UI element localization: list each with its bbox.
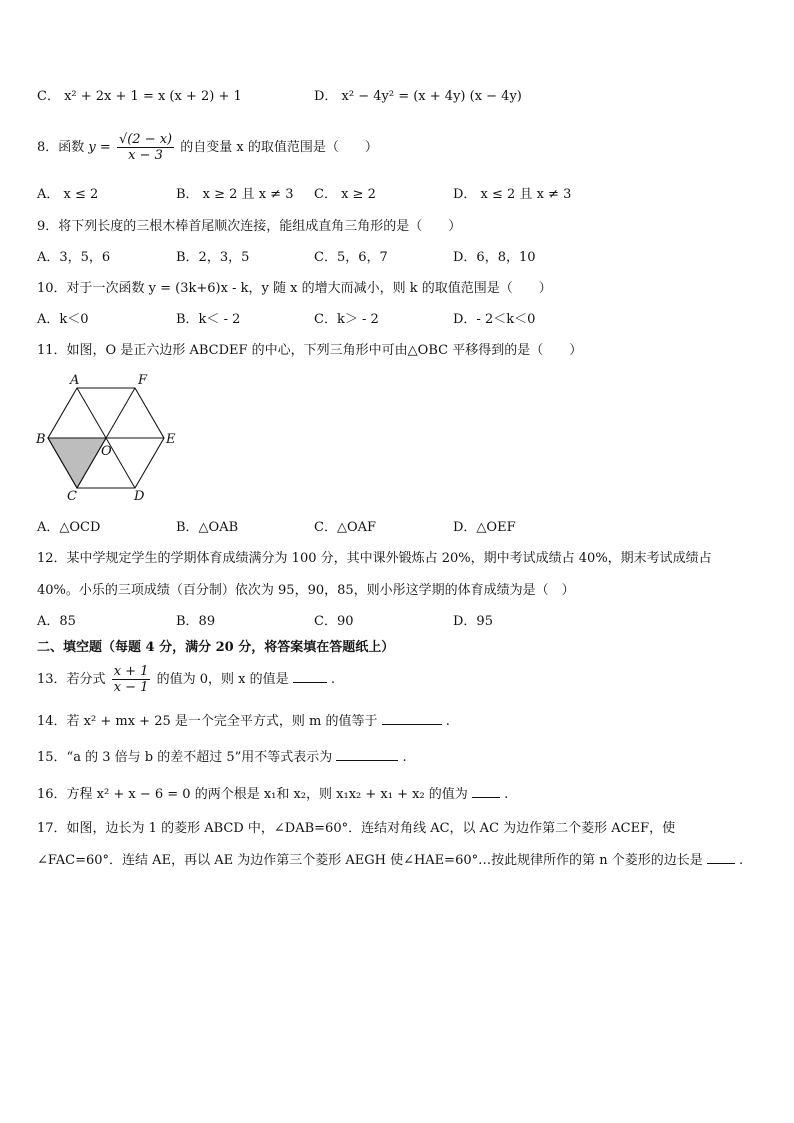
q17-answer-blank[interactable]: [707, 851, 735, 864]
q12-option-c: C．90: [314, 614, 354, 629]
q16-end: .: [504, 787, 509, 802]
q13-numerator: x + 1: [113, 664, 149, 679]
q10-stem: 10．对于一次函数 y = (3k+6)x - k，y 随 x 的增大而减小，则 k 的取值范围是（ ）: [37, 281, 552, 296]
q9-option-d: D．6，8，10: [453, 250, 536, 265]
q8-prefix: 8．函数: [37, 140, 85, 155]
q12-option-b: B．89: [176, 614, 216, 629]
q17-line1: 17．如图，边长为 1 的菱形 ABCD 中，∠DAB=60°．连结对角线 AC，以 AC 为边作第二个菱形 ACEF，使: [37, 821, 676, 836]
q10-option-d: D．- 2＜k＜0: [453, 312, 536, 327]
q13-suffix: 的值为 0，则 x 的值是: [156, 672, 289, 687]
label-e: E: [166, 432, 176, 447]
q14-stem: [37, 712, 450, 731]
q7-option-d: D． x² − 4y² = (x + 4y) (x − 4y): [314, 89, 522, 104]
q14-end: .: [445, 714, 450, 729]
q8-option-a: A． x ≤ 2: [37, 187, 99, 202]
q8-option-d: D． x ≤ 2 且 x ≠ 3: [453, 187, 572, 202]
q11-stem: 11．如图，O 是正六边形 ABCDEF 的中心，下列三角形中可由△OBC 平移得到的是（ ）: [37, 343, 583, 358]
q9-option-b: B．2，3，5: [176, 250, 250, 265]
q14-prefix: 14．若 x² + mx + 25 是一个完全平方式，则 m 的值等于: [37, 714, 378, 729]
q8-numerator: √(2 − x): [118, 132, 173, 147]
q15-prefix: 15．“a 的 3 倍与 b 的差不超过 5”用不等式表示为: [37, 750, 333, 765]
q10-option-c: C．k＞ - 2: [314, 312, 379, 327]
q15-stem: [37, 748, 407, 767]
q15-answer-blank[interactable]: [336, 748, 398, 761]
label-b: B: [36, 432, 46, 447]
q13-denominator: x − 1: [113, 680, 149, 695]
q8-fraction: [117, 132, 174, 163]
q17-line2: [37, 851, 743, 870]
q8-stem: [37, 132, 378, 163]
q8-option-b: B． x ≥ 2 且 x ≠ 3: [176, 187, 294, 202]
q14-answer-blank[interactable]: [382, 712, 442, 725]
label-a: A: [70, 373, 80, 388]
q7-option-c: C． x² + 2x + 1 = x (x + 2) + 1: [37, 89, 242, 104]
q11-option-c: C．△OAF: [314, 520, 377, 535]
q11-option-b: B．△OAB: [176, 520, 239, 535]
q8-suffix: 的自变量 x 的取值范围是（ ）: [180, 140, 378, 155]
q17-line2-text: ∠FAC=60°．连结 AE，再以 AE 为边作第三个菱形 AEGH 使∠HAE=60°…按此规律所作的第 n 个菱形的边长是: [37, 853, 703, 868]
q10-option-b: B．k＜ - 2: [176, 312, 241, 327]
q13-end: .: [330, 672, 336, 687]
q11-option-d: D．△OEF: [453, 520, 516, 535]
q12-option-a: A．85: [37, 614, 76, 629]
q16-stem: [37, 785, 508, 804]
q13-prefix: 13．若分式: [37, 672, 106, 687]
q8-denominator: x − 3: [128, 148, 163, 163]
q16-answer-blank[interactable]: [472, 785, 500, 798]
q8-option-c: C． x ≥ 2: [314, 187, 376, 202]
q13-stem: [37, 664, 335, 695]
q13-fraction: [112, 664, 151, 695]
q11-option-a: A．△OCD: [37, 520, 101, 535]
shaded-triangle-obc: [48, 438, 106, 488]
q13-answer-blank[interactable]: [293, 670, 327, 683]
q9-option-a: A．3，5，6: [37, 250, 111, 265]
q9-stem: 9．将下列长度的三根木棒首尾顺次连接，能组成直角三角形的是（ ）: [37, 219, 462, 234]
q17-end: .: [739, 853, 744, 868]
q12-option-d: D．95: [453, 614, 493, 629]
q9-option-c: C．5，6，7: [314, 250, 388, 265]
label-c: C: [67, 489, 77, 502]
q10-option-a: A．k＜0: [37, 312, 89, 327]
label-f: F: [138, 373, 148, 388]
q12-line2: 40%。小乐的三项成绩（百分制）依次为 95，90，85，则小彤这学期的体育成绩为是（ ）: [37, 583, 575, 598]
label-d: D: [134, 489, 145, 502]
label-o: O: [101, 444, 112, 459]
q8-y: y =: [88, 140, 111, 155]
section-fill-in-title: 二、填空题（每题 4 分，满分 20 分，将答案填在答题纸上）: [37, 640, 395, 655]
q15-end: .: [402, 750, 407, 765]
hexagon-figure: [34, 372, 184, 502]
q12-line1: 12．某中学规定学生的学期体育成绩满分为 100 分，其中课外锻炼占 20%，期中考试成绩占 40%，期末考试成绩占: [37, 551, 712, 566]
q16-prefix: 16．方程 x² + x − 6 = 0 的两个根是 x₁和 x₂，则 x₁x₂ + x₁ + x₂ 的值为: [37, 787, 468, 802]
